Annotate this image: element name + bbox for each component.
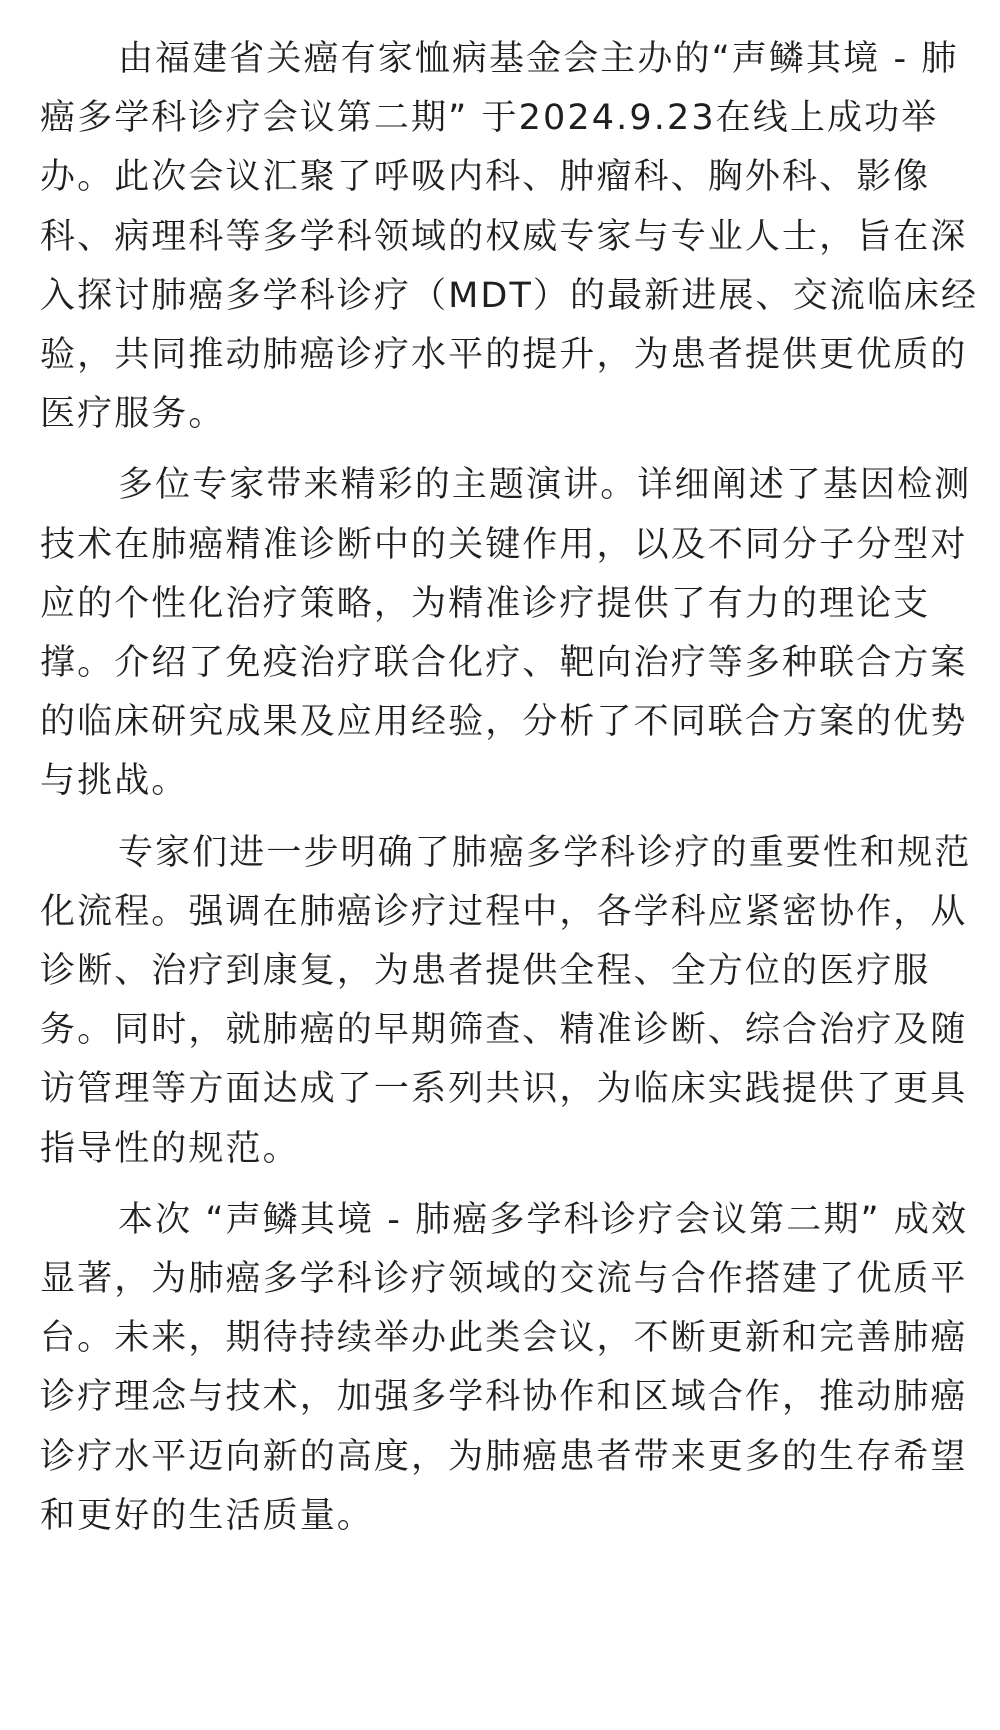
paragraph-event-summary: 由福建省关癌有家恤病基金会主办的“声鳞其境 - 肺癌多学科诊疗会议第二期” 于2024.9.23在线上成功举办。此次会议汇聚了呼吸内科、肿瘤科、胸外科、影像科、病理科等多学科领域的权威专家与专业人士，旨在深入探讨肺癌多学科诊疗（MDT）的最新进展、交流临床经验，共同推动肺癌诊疗水平的提升，为患者提供更优质的医疗服务。 (40, 39, 979, 435)
article-body (40, 30, 980, 1546)
paragraph-meeting-outcome: 本次 “声鳞其境 - 肺癌多学科诊疗会议第二期” 成效显著，为肺癌多学科诊疗领域的交流与合作搭建了优质平台。未来，期待持续举办此类会议，不断更新和完善肺癌诊疗理念与技术，加强多学科协作和区域合作，推动肺癌诊疗水平迈向新的高度，为肺癌患者带来更多的生存希望和更好的生活质量。 (40, 1199, 969, 1536)
paragraph-expert-talks: 多位专家带来精彩的主题演讲。详细阐述了基因检测技术在肺癌精准诊断中的关键作用，以及不同分子分型对应的个性化治疗策略，为精准诊疗提供了有力的理论支撑。介绍了免疫治疗联合化疗、靶向治疗等多种联合方案的临床研究成果及应用经验，分析了不同联合方案的优势与挑战。 (40, 465, 972, 802)
paragraph-mdt-consensus: 专家们进一步明确了肺癌多学科诊疗的重要性和规范化流程。强调在肺癌诊疗过程中，各学科应紧密协作，从诊断、治疗到康复，为患者提供全程、全方位的医疗服务。同时，就肺癌的早期筛查、精准诊断、综合治疗及随访管理等方面达成了一系列共识，为临床实践提供了更具指导性的规范。 (40, 832, 972, 1169)
